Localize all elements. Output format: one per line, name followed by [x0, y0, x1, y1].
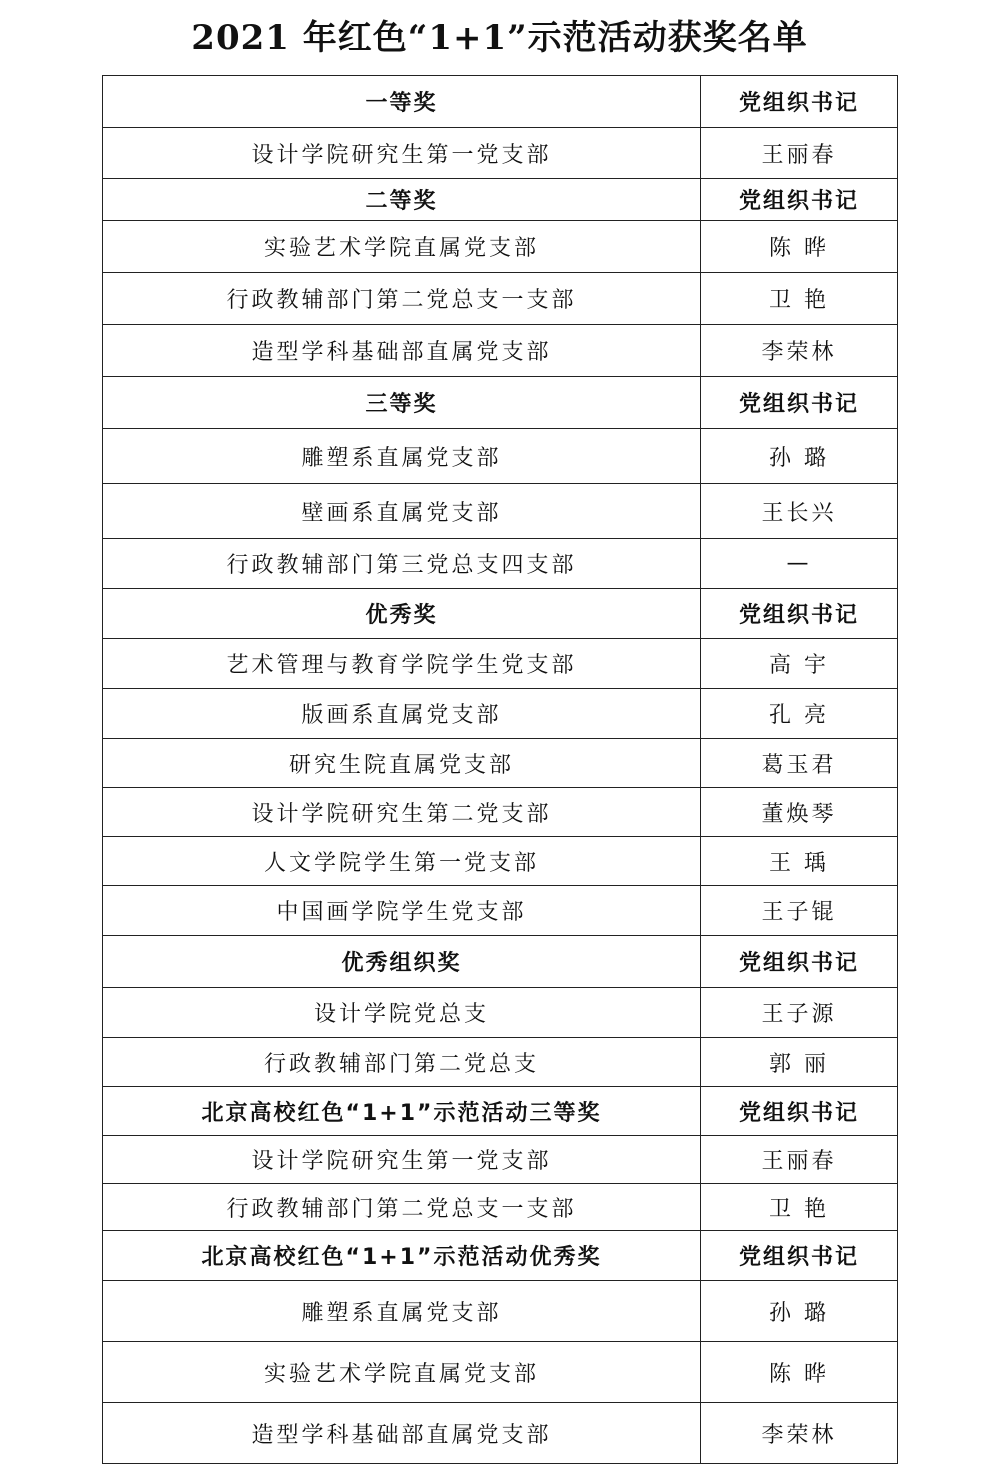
secretary-name-cell: 孙 璐 [701, 429, 898, 484]
table-row [103, 325, 898, 377]
secretary-name-cell: 孔 亮 [701, 689, 898, 739]
award-table [102, 75, 898, 1464]
table-row [103, 886, 898, 936]
unit-name-cell: 研究生院直属党支部 [103, 739, 701, 788]
unit-name-cell: 行政教辅部门第二党总支一支部 [103, 1184, 701, 1231]
table-row [103, 221, 898, 273]
table-row [103, 689, 898, 739]
table-row [103, 484, 898, 539]
award-category-row [103, 377, 898, 429]
award-category-cell: 二等奖 [103, 179, 701, 221]
unit-name-cell: 设计学院党总支 [103, 988, 701, 1038]
unit-name-cell: 行政教辅部门第二党总支 [103, 1038, 701, 1087]
unit-name-cell: 壁画系直属党支部 [103, 484, 701, 539]
secretary-header-cell: 党组织书记 [701, 936, 898, 988]
secretary-name-cell: 王长兴 [701, 484, 898, 539]
unit-name-cell: 实验艺术学院直属党支部 [103, 221, 701, 273]
secretary-name-cell: 高 宇 [701, 639, 898, 689]
award-table-body [103, 76, 898, 1464]
secretary-name-cell: 李荣林 [701, 325, 898, 377]
table-row [103, 273, 898, 325]
secretary-header-cell: 党组织书记 [701, 1231, 898, 1281]
award-category-row [103, 589, 898, 639]
award-category-row [103, 1087, 898, 1136]
award-category-cell: 一等奖 [103, 76, 701, 128]
secretary-name-cell: 王 瑀 [701, 837, 898, 886]
unit-name-cell: 造型学科基础部直属党支部 [103, 325, 701, 377]
table-row [103, 128, 898, 179]
secretary-header-cell: 党组织书记 [701, 179, 898, 221]
table-row [103, 788, 898, 837]
secretary-name-cell: 王丽春 [701, 1136, 898, 1184]
page-title: 2021 年红色“1+1”示范活动获奖名单 [191, 18, 808, 58]
unit-name-cell: 设计学院研究生第二党支部 [103, 788, 701, 837]
unit-name-cell: 行政教辅部门第三党总支四支部 [103, 539, 701, 589]
award-category-cell: 北京高校红色“1+1”示范活动三等奖 [103, 1087, 701, 1136]
secretary-name-cell: 卫 艳 [701, 1184, 898, 1231]
table-row [103, 1038, 898, 1087]
award-category-row [103, 76, 898, 128]
secretary-name-cell: 王子源 [701, 988, 898, 1038]
secretary-header-cell: 党组织书记 [701, 76, 898, 128]
unit-name-cell: 中国画学院学生党支部 [103, 886, 701, 936]
secretary-header-cell: 党组织书记 [701, 1087, 898, 1136]
table-row [103, 429, 898, 484]
award-category-cell: 三等奖 [103, 377, 701, 429]
secretary-name-cell: — [701, 539, 898, 589]
secretary-name-cell: 陈 晔 [701, 1342, 898, 1403]
unit-name-cell: 实验艺术学院直属党支部 [103, 1342, 701, 1403]
table-row [103, 1136, 898, 1184]
unit-name-cell: 雕塑系直属党支部 [103, 1281, 701, 1342]
secretary-name-cell: 董焕琴 [701, 788, 898, 837]
table-row [103, 988, 898, 1038]
table-row [103, 1184, 898, 1231]
secretary-name-cell: 郭 丽 [701, 1038, 898, 1087]
table-row [103, 1342, 898, 1403]
unit-name-cell: 人文学院学生第一党支部 [103, 837, 701, 886]
table-row [103, 1281, 898, 1342]
unit-name-cell: 雕塑系直属党支部 [103, 429, 701, 484]
unit-name-cell: 设计学院研究生第一党支部 [103, 1136, 701, 1184]
award-category-row [103, 1231, 898, 1281]
unit-name-cell: 艺术管理与教育学院学生党支部 [103, 639, 701, 689]
award-category-cell: 优秀奖 [103, 589, 701, 639]
secretary-name-cell: 李荣林 [701, 1403, 898, 1464]
table-row [103, 639, 898, 689]
award-category-cell: 北京高校红色“1+1”示范活动优秀奖 [103, 1231, 701, 1281]
unit-name-cell: 设计学院研究生第一党支部 [103, 128, 701, 179]
secretary-name-cell: 葛玉君 [701, 739, 898, 788]
secretary-name-cell: 王子锟 [701, 886, 898, 936]
table-row [103, 739, 898, 788]
unit-name-cell: 造型学科基础部直属党支部 [103, 1403, 701, 1464]
table-row [103, 1403, 898, 1464]
secretary-name-cell: 孙 璐 [701, 1281, 898, 1342]
table-row [103, 539, 898, 589]
secretary-name-cell: 王丽春 [701, 128, 898, 179]
unit-name-cell: 版画系直属党支部 [103, 689, 701, 739]
unit-name-cell: 行政教辅部门第二党总支一支部 [103, 273, 701, 325]
secretary-header-cell: 党组织书记 [701, 377, 898, 429]
award-category-row [103, 179, 898, 221]
secretary-name-cell: 陈 晔 [701, 221, 898, 273]
secretary-name-cell: 卫 艳 [701, 273, 898, 325]
award-category-row [103, 936, 898, 988]
secretary-header-cell: 党组织书记 [701, 589, 898, 639]
table-row [103, 837, 898, 886]
award-category-cell: 优秀组织奖 [103, 936, 701, 988]
